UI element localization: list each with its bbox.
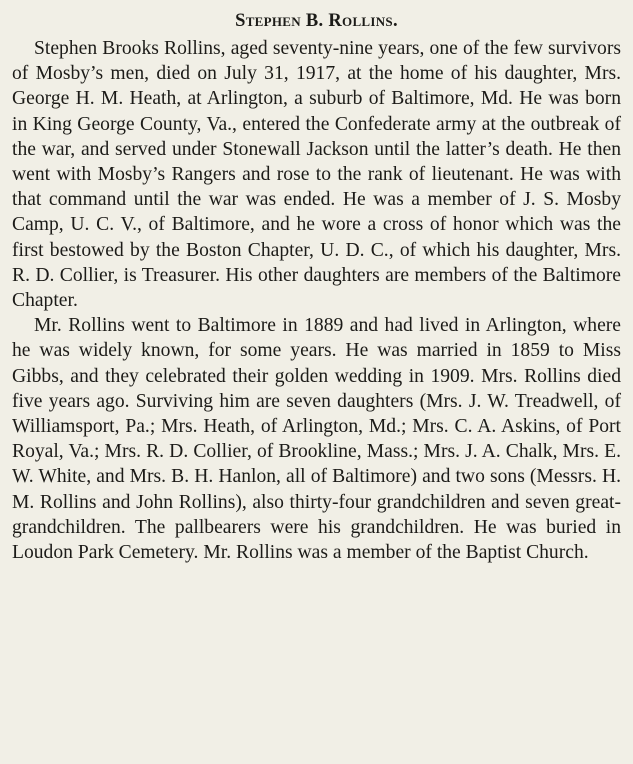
obituary-paragraph-1: Stephen Brooks Rollins, aged seventy-nine years, one of the few survivors of Mosby’s men, died on July 31, 1917, at the home of his daughter, Mrs. George H. M. Heath, at Arlington, a suburb of Baltimore, Md. He was born in King George County, Va., entered the Confederate army at the outbreak of the war, and served under Stonewall Jackson until the latter’s death. He then went with Mosby’s Rangers and rose to the rank of lieutenant. He was with that command until the war was ended. He was a member of J. S. Mosby Camp, U. C. V., of Baltimore, and he wore a cross of honor which was the first bestowed by the Boston Chapter, U. D. C., of which his daughter, Mrs. R. D. Collier, is Treasurer. His other daughters are members of the Baltimore Chapter. [12, 38, 621, 312]
obituary-paragraph-2: Mr. Rollins went to Baltimore in 1889 and had lived in Arlington, where he was widely known, for some years. He was married in 1859 to Miss Gibbs, and they celebrated their golden wedding in 1909. Mrs. Rollins died five years ago. Surviving him are seven daughters (Mrs. J. W. Treadwell, of Williamsport, Pa.; Mrs. Heath, of Arlington, Md.; Mrs. C. A. Askins, of Port Royal, Va.; Mrs. R. D. Collier, of Brookline, Mass.; Mrs. J. A. Chalk, Mrs. E. W. White, and Mrs. B. H. Hanlon, all of Baltimore) and two sons (Messrs. H. M. Rollins and John Rollins), also thirty-four grandchildren and seven great-grandchildren. The pallbearers were his grandchildren. He was buried in Loudon Park Cemetery. Mr. Rollins was a member of the Baptist Church. [12, 315, 621, 564]
document-page [12, 8, 621, 565]
obituary-heading: Stephen B. Rollins. [235, 11, 398, 31]
